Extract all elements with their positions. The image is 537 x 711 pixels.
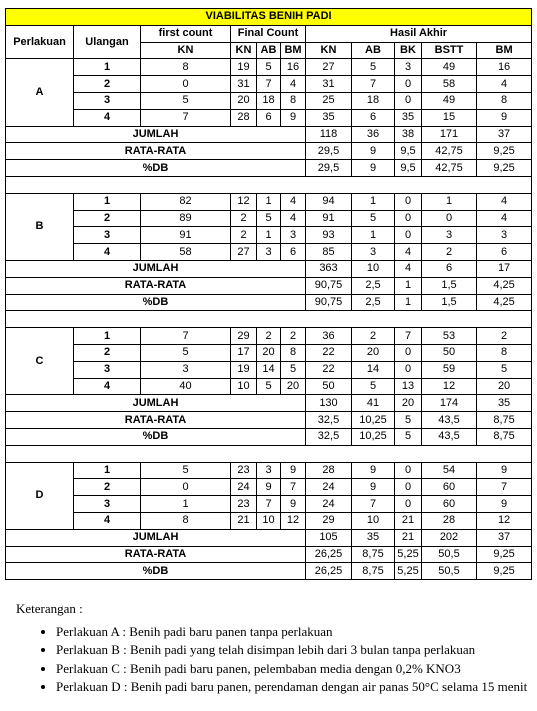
hasil-kn-cell: 35 xyxy=(306,109,352,126)
ulangan-cell: 4 xyxy=(74,244,141,261)
hasil-bm-cell: 4 xyxy=(477,76,532,93)
first-count-kn-cell: 82 xyxy=(141,193,231,210)
final-count-ab-cell: 7 xyxy=(257,496,281,513)
summary-row xyxy=(6,395,532,412)
hasil-kn-cell: 24 xyxy=(306,479,352,496)
table-row xyxy=(6,193,532,210)
hasil-kn-cell: 24 xyxy=(306,496,352,513)
summary-bk-cell: 1 xyxy=(395,294,422,311)
summary-ab-cell: 2,5 xyxy=(352,294,395,311)
summary-bstt-cell: 1,5 xyxy=(422,294,477,311)
table-row xyxy=(6,59,532,76)
first-count-kn-cell: 7 xyxy=(141,328,231,345)
header-hasil-bk: BK xyxy=(395,42,422,59)
summary-row xyxy=(6,126,532,143)
final-count-kn-cell: 2 xyxy=(231,210,257,227)
summary-ab-cell: 10,25 xyxy=(352,428,395,445)
final-count-ab-cell: 20 xyxy=(257,344,281,361)
final-count-kn-cell: 20 xyxy=(231,92,257,109)
summary-kn-cell: 32,5 xyxy=(306,428,352,445)
header-final-count: Final Count xyxy=(231,25,306,42)
hasil-ab-cell: 7 xyxy=(352,496,395,513)
hasil-bm-cell: 6 xyxy=(477,244,532,261)
summary-row xyxy=(6,428,532,445)
hasil-bm-cell: 9 xyxy=(477,462,532,479)
summary-ab-cell: 10 xyxy=(352,260,395,277)
hasil-kn-cell: 22 xyxy=(306,361,352,378)
hasil-bm-cell: 8 xyxy=(477,92,532,109)
final-count-bm-cell: 3 xyxy=(281,227,306,244)
hasil-bm-cell: 4 xyxy=(477,210,532,227)
hasil-bk-cell: 13 xyxy=(395,378,422,395)
hasil-ab-cell: 3 xyxy=(352,244,395,261)
summary-bm-cell: 8,75 xyxy=(477,412,532,429)
table-title: VIABILITAS BENIH PADI xyxy=(6,9,532,26)
hasil-bk-cell: 0 xyxy=(395,92,422,109)
final-count-ab-cell: 3 xyxy=(257,244,281,261)
hasil-bstt-cell: 12 xyxy=(422,378,477,395)
hasil-bm-cell: 3 xyxy=(477,227,532,244)
hasil-bstt-cell: 54 xyxy=(422,462,477,479)
summary-row xyxy=(6,160,532,177)
table-row xyxy=(6,361,532,378)
hasil-bstt-cell: 53 xyxy=(422,328,477,345)
ulangan-cell: 1 xyxy=(74,328,141,345)
final-count-kn-cell: 17 xyxy=(231,344,257,361)
note-item: • Perlakuan A : Benih padi baru panen tanpa perlakuan xyxy=(56,623,531,642)
header-final-kn: KN xyxy=(231,42,257,59)
summary-row xyxy=(6,260,532,277)
summary-kn-cell: 90,75 xyxy=(306,277,352,294)
hasil-bk-cell: 7 xyxy=(395,328,422,345)
summary-label: %DB xyxy=(6,160,306,177)
viability-table xyxy=(5,8,532,580)
first-count-kn-cell: 8 xyxy=(141,59,231,76)
summary-label: JUMLAH xyxy=(6,529,306,546)
ulangan-cell: 2 xyxy=(74,210,141,227)
summary-bstt-cell: 50,5 xyxy=(422,546,477,563)
final-count-ab-cell: 5 xyxy=(257,210,281,227)
summary-bm-cell: 37 xyxy=(477,529,532,546)
table-row xyxy=(6,244,532,261)
final-count-bm-cell: 9 xyxy=(281,462,306,479)
hasil-bm-cell: 4 xyxy=(477,193,532,210)
final-count-ab-cell: 3 xyxy=(257,462,281,479)
ulangan-cell: 3 xyxy=(74,496,141,513)
header-hasil-akhir: Hasil Akhir xyxy=(306,25,532,42)
first-count-kn-cell: 40 xyxy=(141,378,231,395)
summary-row xyxy=(6,563,532,580)
summary-kn-cell: 26,25 xyxy=(306,563,352,580)
final-count-bm-cell: 4 xyxy=(281,210,306,227)
ulangan-cell: 3 xyxy=(74,361,141,378)
hasil-ab-cell: 5 xyxy=(352,59,395,76)
first-count-kn-cell: 5 xyxy=(141,344,231,361)
ulangan-cell: 1 xyxy=(74,193,141,210)
summary-row xyxy=(6,529,532,546)
note-item: • Perlakuan B : Benih padi yang telah disimpan lebih dari 3 bulan tanpa perlakuan xyxy=(56,641,531,660)
summary-label: RATA-RATA xyxy=(6,412,306,429)
final-count-kn-cell: 23 xyxy=(231,496,257,513)
hasil-ab-cell: 1 xyxy=(352,227,395,244)
final-count-ab-cell: 1 xyxy=(257,193,281,210)
final-count-kn-cell: 24 xyxy=(231,479,257,496)
hasil-kn-cell: 50 xyxy=(306,378,352,395)
hasil-bstt-cell: 15 xyxy=(422,109,477,126)
summary-ab-cell: 8,75 xyxy=(352,546,395,563)
hasil-bm-cell: 12 xyxy=(477,512,532,529)
summary-kn-cell: 130 xyxy=(306,395,352,412)
final-count-kn-cell: 31 xyxy=(231,76,257,93)
summary-bstt-cell: 174 xyxy=(422,395,477,412)
hasil-bm-cell: 7 xyxy=(477,479,532,496)
first-count-kn-cell: 3 xyxy=(141,361,231,378)
final-count-kn-cell: 12 xyxy=(231,193,257,210)
summary-row xyxy=(6,277,532,294)
summary-bstt-cell: 202 xyxy=(422,529,477,546)
hasil-kn-cell: 22 xyxy=(306,344,352,361)
summary-ab-cell: 2,5 xyxy=(352,277,395,294)
final-count-bm-cell: 16 xyxy=(281,59,306,76)
hasil-kn-cell: 91 xyxy=(306,210,352,227)
hasil-ab-cell: 20 xyxy=(352,344,395,361)
hasil-bstt-cell: 49 xyxy=(422,92,477,109)
summary-label: RATA-RATA xyxy=(6,143,306,160)
perlakuan-cell: B xyxy=(6,193,74,260)
ulangan-cell: 2 xyxy=(74,479,141,496)
table-row xyxy=(6,227,532,244)
ulangan-cell: 4 xyxy=(74,378,141,395)
separator-row xyxy=(6,311,532,328)
summary-row xyxy=(6,412,532,429)
hasil-bstt-cell: 1 xyxy=(422,193,477,210)
final-count-bm-cell: 20 xyxy=(281,378,306,395)
summary-bk-cell: 38 xyxy=(395,126,422,143)
first-count-kn-cell: 1 xyxy=(141,496,231,513)
table-row xyxy=(6,378,532,395)
final-count-bm-cell: 9 xyxy=(281,109,306,126)
summary-bk-cell: 1 xyxy=(395,277,422,294)
header-perlakuan: Perlakuan xyxy=(6,25,74,59)
note-item: • Perlakuan C : Benih padi baru panen, pelembaban media dengan 0,2% KNO3 xyxy=(56,660,531,679)
final-count-bm-cell: 4 xyxy=(281,193,306,210)
hasil-bk-cell: 0 xyxy=(395,361,422,378)
summary-bm-cell: 35 xyxy=(477,395,532,412)
hasil-ab-cell: 14 xyxy=(352,361,395,378)
hasil-bstt-cell: 50 xyxy=(422,344,477,361)
ulangan-cell: 2 xyxy=(74,76,141,93)
hasil-bm-cell: 2 xyxy=(477,328,532,345)
final-count-ab-cell: 1 xyxy=(257,227,281,244)
final-count-kn-cell: 27 xyxy=(231,244,257,261)
summary-bstt-cell: 42,75 xyxy=(422,143,477,160)
summary-bk-cell: 20 xyxy=(395,395,422,412)
final-count-ab-cell: 6 xyxy=(257,109,281,126)
summary-bstt-cell: 6 xyxy=(422,260,477,277)
final-count-ab-cell: 5 xyxy=(257,378,281,395)
summary-label: %DB xyxy=(6,428,306,445)
hasil-bk-cell: 0 xyxy=(395,76,422,93)
separator-cell xyxy=(6,445,532,462)
table-row xyxy=(6,479,532,496)
first-count-kn-cell: 5 xyxy=(141,92,231,109)
summary-bk-cell: 9,5 xyxy=(395,160,422,177)
hasil-bk-cell: 0 xyxy=(395,496,422,513)
hasil-bk-cell: 0 xyxy=(395,193,422,210)
separator-cell xyxy=(6,311,532,328)
summary-kn-cell: 118 xyxy=(306,126,352,143)
hasil-bstt-cell: 60 xyxy=(422,479,477,496)
summary-kn-cell: 105 xyxy=(306,529,352,546)
hasil-bm-cell: 16 xyxy=(477,59,532,76)
summary-bstt-cell: 50,5 xyxy=(422,563,477,580)
hasil-kn-cell: 85 xyxy=(306,244,352,261)
summary-label: JUMLAH xyxy=(6,126,306,143)
summary-label: JUMLAH xyxy=(6,260,306,277)
summary-bk-cell: 9,5 xyxy=(395,143,422,160)
perlakuan-cell: C xyxy=(6,328,74,395)
title-row xyxy=(6,9,532,26)
summary-ab-cell: 41 xyxy=(352,395,395,412)
summary-label: JUMLAH xyxy=(6,395,306,412)
final-count-ab-cell: 9 xyxy=(257,479,281,496)
final-count-bm-cell: 9 xyxy=(281,496,306,513)
summary-bm-cell: 9,25 xyxy=(477,143,532,160)
final-count-bm-cell: 7 xyxy=(281,479,306,496)
table-row xyxy=(6,512,532,529)
table-row xyxy=(6,462,532,479)
first-count-kn-cell: 7 xyxy=(141,109,231,126)
summary-bk-cell: 4 xyxy=(395,260,422,277)
summary-bstt-cell: 43,5 xyxy=(422,428,477,445)
header-hasil-bm: BM xyxy=(477,42,532,59)
header-first-count: first count xyxy=(141,25,231,42)
summary-label: RATA-RATA xyxy=(6,277,306,294)
summary-bm-cell: 17 xyxy=(477,260,532,277)
hasil-bstt-cell: 59 xyxy=(422,361,477,378)
summary-label: %DB xyxy=(6,563,306,580)
ulangan-cell: 4 xyxy=(74,512,141,529)
header-hasil-bstt: BSTT xyxy=(422,42,477,59)
hasil-kn-cell: 25 xyxy=(306,92,352,109)
ulangan-cell: 2 xyxy=(74,344,141,361)
summary-ab-cell: 36 xyxy=(352,126,395,143)
hasil-kn-cell: 31 xyxy=(306,76,352,93)
final-count-bm-cell: 6 xyxy=(281,244,306,261)
hasil-ab-cell: 18 xyxy=(352,92,395,109)
hasil-bk-cell: 0 xyxy=(395,479,422,496)
final-count-bm-cell: 8 xyxy=(281,344,306,361)
hasil-bm-cell: 20 xyxy=(477,378,532,395)
summary-bm-cell: 4,25 xyxy=(477,294,532,311)
hasil-bm-cell: 9 xyxy=(477,496,532,513)
hasil-kn-cell: 36 xyxy=(306,328,352,345)
hasil-bstt-cell: 3 xyxy=(422,227,477,244)
final-count-kn-cell: 2 xyxy=(231,227,257,244)
summary-bstt-cell: 1,5 xyxy=(422,277,477,294)
summary-ab-cell: 9 xyxy=(352,143,395,160)
final-count-kn-cell: 28 xyxy=(231,109,257,126)
hasil-bk-cell: 0 xyxy=(395,210,422,227)
header-final-bm: BM xyxy=(281,42,306,59)
summary-bstt-cell: 42,75 xyxy=(422,160,477,177)
summary-ab-cell: 9 xyxy=(352,160,395,177)
header-final-ab: AB xyxy=(257,42,281,59)
summary-bk-cell: 5,25 xyxy=(395,546,422,563)
hasil-bk-cell: 4 xyxy=(395,244,422,261)
ulangan-cell: 3 xyxy=(74,227,141,244)
summary-bm-cell: 9,25 xyxy=(477,160,532,177)
final-count-ab-cell: 7 xyxy=(257,76,281,93)
first-count-kn-cell: 5 xyxy=(141,462,231,479)
header-hasil-ab: AB xyxy=(352,42,395,59)
final-count-bm-cell: 4 xyxy=(281,76,306,93)
first-count-kn-cell: 0 xyxy=(141,76,231,93)
final-count-kn-cell: 21 xyxy=(231,512,257,529)
hasil-ab-cell: 6 xyxy=(352,109,395,126)
table-row xyxy=(6,344,532,361)
final-count-bm-cell: 5 xyxy=(281,361,306,378)
final-count-ab-cell: 2 xyxy=(257,328,281,345)
hasil-bk-cell: 0 xyxy=(395,344,422,361)
hasil-kn-cell: 27 xyxy=(306,59,352,76)
table-row xyxy=(6,92,532,109)
table-row xyxy=(6,328,532,345)
separator-row xyxy=(6,445,532,462)
summary-bk-cell: 5 xyxy=(395,412,422,429)
hasil-bstt-cell: 49 xyxy=(422,59,477,76)
hasil-kn-cell: 94 xyxy=(306,193,352,210)
hasil-bk-cell: 3 xyxy=(395,59,422,76)
summary-bstt-cell: 43,5 xyxy=(422,412,477,429)
first-count-kn-cell: 58 xyxy=(141,244,231,261)
final-count-ab-cell: 18 xyxy=(257,92,281,109)
summary-bm-cell: 9,25 xyxy=(477,563,532,580)
hasil-bstt-cell: 58 xyxy=(422,76,477,93)
hasil-bk-cell: 35 xyxy=(395,109,422,126)
final-count-kn-cell: 10 xyxy=(231,378,257,395)
separator-row xyxy=(6,176,532,193)
final-count-kn-cell: 19 xyxy=(231,59,257,76)
final-count-bm-cell: 2 xyxy=(281,328,306,345)
header-ulangan: Ulangan xyxy=(74,25,141,59)
summary-bm-cell: 8,75 xyxy=(477,428,532,445)
note-item: • Perlakuan D : Benih padi baru panen, perendaman dengan air panas 50°C selama 15 menit xyxy=(56,678,531,697)
hasil-bstt-cell: 60 xyxy=(422,496,477,513)
hasil-bk-cell: 0 xyxy=(395,462,422,479)
summary-kn-cell: 32,5 xyxy=(306,412,352,429)
hasil-bm-cell: 9 xyxy=(477,109,532,126)
notes-list xyxy=(16,623,531,697)
header-row-1 xyxy=(6,25,532,42)
final-count-bm-cell: 8 xyxy=(281,92,306,109)
hasil-bm-cell: 8 xyxy=(477,344,532,361)
first-count-kn-cell: 89 xyxy=(141,210,231,227)
hasil-bk-cell: 0 xyxy=(395,227,422,244)
summary-bstt-cell: 171 xyxy=(422,126,477,143)
final-count-kn-cell: 29 xyxy=(231,328,257,345)
final-count-ab-cell: 5 xyxy=(257,59,281,76)
ulangan-cell: 1 xyxy=(74,59,141,76)
header-hasil-kn: KN xyxy=(306,42,352,59)
first-count-kn-cell: 8 xyxy=(141,512,231,529)
final-count-bm-cell: 12 xyxy=(281,512,306,529)
summary-bm-cell: 37 xyxy=(477,126,532,143)
hasil-kn-cell: 29 xyxy=(306,512,352,529)
summary-kn-cell: 29,5 xyxy=(306,160,352,177)
hasil-kn-cell: 28 xyxy=(306,462,352,479)
summary-bm-cell: 4,25 xyxy=(477,277,532,294)
hasil-ab-cell: 1 xyxy=(352,193,395,210)
summary-bk-cell: 5 xyxy=(395,428,422,445)
summary-bk-cell: 21 xyxy=(395,529,422,546)
summary-kn-cell: 29,5 xyxy=(306,143,352,160)
hasil-bm-cell: 5 xyxy=(477,361,532,378)
summary-kn-cell: 26,25 xyxy=(306,546,352,563)
hasil-ab-cell: 7 xyxy=(352,76,395,93)
hasil-bk-cell: 21 xyxy=(395,512,422,529)
hasil-ab-cell: 9 xyxy=(352,479,395,496)
notes-heading: Keterangan : xyxy=(16,601,83,616)
hasil-bstt-cell: 0 xyxy=(422,210,477,227)
separator-cell xyxy=(6,176,532,193)
table-row xyxy=(6,109,532,126)
header-first-kn: KN xyxy=(141,42,231,59)
hasil-bstt-cell: 2 xyxy=(422,244,477,261)
table-row xyxy=(6,496,532,513)
notes-section xyxy=(16,600,531,697)
perlakuan-cell: A xyxy=(6,59,74,126)
hasil-ab-cell: 2 xyxy=(352,328,395,345)
summary-ab-cell: 10,25 xyxy=(352,412,395,429)
first-count-kn-cell: 91 xyxy=(141,227,231,244)
summary-kn-cell: 363 xyxy=(306,260,352,277)
summary-ab-cell: 8,75 xyxy=(352,563,395,580)
summary-row xyxy=(6,294,532,311)
final-count-kn-cell: 19 xyxy=(231,361,257,378)
final-count-ab-cell: 10 xyxy=(257,512,281,529)
final-count-ab-cell: 14 xyxy=(257,361,281,378)
first-count-kn-cell: 0 xyxy=(141,479,231,496)
table-row xyxy=(6,210,532,227)
summary-kn-cell: 90,75 xyxy=(306,294,352,311)
ulangan-cell: 4 xyxy=(74,109,141,126)
ulangan-cell: 3 xyxy=(74,92,141,109)
summary-bk-cell: 5,25 xyxy=(395,563,422,580)
summary-row xyxy=(6,546,532,563)
hasil-ab-cell: 5 xyxy=(352,378,395,395)
hasil-kn-cell: 93 xyxy=(306,227,352,244)
hasil-bstt-cell: 28 xyxy=(422,512,477,529)
summary-ab-cell: 35 xyxy=(352,529,395,546)
table-body xyxy=(6,9,532,580)
ulangan-cell: 1 xyxy=(74,462,141,479)
hasil-ab-cell: 10 xyxy=(352,512,395,529)
hasil-ab-cell: 9 xyxy=(352,462,395,479)
final-count-kn-cell: 23 xyxy=(231,462,257,479)
table-row xyxy=(6,76,532,93)
summary-bm-cell: 9,25 xyxy=(477,546,532,563)
perlakuan-cell: D xyxy=(6,462,74,529)
hasil-ab-cell: 5 xyxy=(352,210,395,227)
summary-row xyxy=(6,143,532,160)
summary-label: RATA-RATA xyxy=(6,546,306,563)
summary-label: %DB xyxy=(6,294,306,311)
